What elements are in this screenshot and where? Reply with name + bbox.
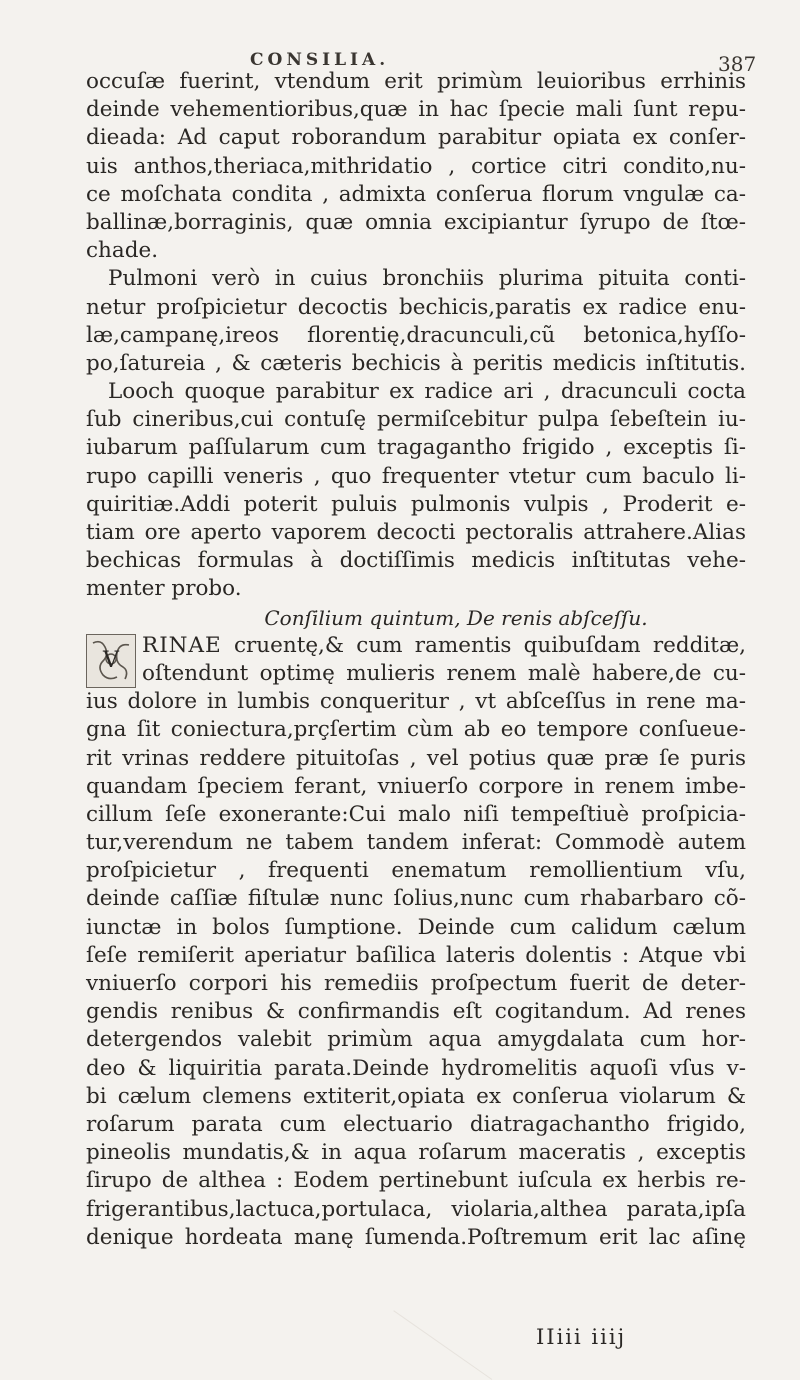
text-line: rit vrinas reddere pituitoſas , vel potius quæ præ ſe puris — [86, 745, 746, 771]
text-line: Pulmoni verò in cuius bronchiis plurima pituita conti- — [108, 266, 746, 292]
text-line: rupo capilli veneris , quo frequenter vtetur cum baculo li- — [86, 463, 746, 489]
text-line: ſub cineribus,cui contuſę permiſcebitur pulpa ſebeſtein iu- — [86, 407, 746, 433]
text-line: po,ſatureia , & cæteris bechicis à peritis medicis inſtitutis. — [86, 350, 746, 376]
text-line: iunctæ in bolos ſumptione. Deinde cum calidum cælum — [86, 914, 746, 940]
running-title: CONSILIA. — [250, 50, 390, 70]
text-line: tur,verendum ne tabem tandem inferat: Commodè autem — [86, 830, 746, 856]
text-line: frigerantibus,lactuca,portulaca, violaria,althea parata,ipſa — [86, 1196, 746, 1222]
text-line: læ,campanę,ireos florentię,dracunculi,cũ betonica,hyſſo- — [86, 322, 746, 348]
text-line: gendis renibus & confirmandis eſt cogitandum. Ad renes — [86, 999, 746, 1025]
text-line: ſirupo de althea : Eodem pertinebunt iuſcula ex herbis re- — [86, 1168, 746, 1194]
page-header — [0, 28, 800, 76]
text-line: cillum ſeſe exonerante:Cui malo niſi tempeſtiuè proſpicia- — [86, 801, 746, 827]
section-body — [86, 632, 746, 1252]
text-line: netur proſpicietur decoctis bechicis,paratis ex radice enu- — [86, 294, 746, 320]
drop-cap-letter: V — [103, 647, 119, 673]
text-line: bi cælum clemens extiterit,opiata ex conſerua violarum & — [86, 1083, 746, 1109]
printer-signature: IIiii iiij — [536, 1325, 627, 1349]
text-line: deo & liquiritia parata.Deinde hydromelitis aquoſi vſus v- — [86, 1055, 746, 1081]
page-number: 387 — [718, 52, 757, 76]
body-text — [86, 68, 746, 1252]
text-line: quandam ſpeciem ferant, vniuerſo corpore in renem imbe- — [86, 773, 746, 799]
text-line: detergendos valebit primùm aqua amygdalata cum hor- — [86, 1027, 746, 1053]
text-line: ſeſe remiſerit aperiatur baſilica lateris dolentis : Atque vbi — [86, 942, 746, 968]
text-line: denique hordeata manę ſumenda.Poſtremum erit lac aſinę — [86, 1224, 746, 1250]
paper-crease — [393, 1261, 526, 1380]
text-line: menter probo. — [86, 576, 242, 602]
text-line: gna ſit coniectura,prçſertim cùm ab eo tempore conſueue- — [86, 717, 746, 743]
decorated-initial-icon — [86, 634, 136, 688]
section-heading: Conſilium quintum, De renis abſceſſu. — [264, 605, 648, 630]
text-line: tiam ore aperto vaporem decocti pectoralis attrahere.Alias — [86, 520, 746, 545]
text-line: bechicas formulas à doctiſſimis medicis inſtitutas vehe- — [86, 548, 746, 574]
section-first-word: RINAE — [142, 632, 222, 658]
text-line: deinde caſſiæ fiſtulæ nunc ſolius,nunc cum rhabarbaro cõ- — [86, 886, 746, 912]
text-line — [86, 632, 746, 660]
text-line: vniuerſo corpori his remediis proſpectum fuerit de deter- — [86, 971, 746, 996]
text-line: ballinæ,borraginis, quæ omnia excipiantur ſyrupo de ſtœ- — [86, 209, 746, 235]
text-line: proſpicietur , frequenti enematum remollientium vſu, — [86, 858, 746, 884]
text-line: oſtendunt optimę mulieris renem malè habere,de cu- — [142, 660, 746, 686]
text-line: roſarum parata cum electuario diatragachantho frigido, — [86, 1111, 746, 1137]
text-line: iubarum paſſularum cum tragagantho frigido , exceptis ſi- — [86, 435, 746, 461]
text-line-rest: cruentę,& cum ramentis quibuſdam redditæ, — [221, 632, 746, 658]
text-line: dieada: Ad caput roborandum parabitur opiata ex conſer- — [86, 125, 746, 151]
text-line: ius dolore in lumbis conqueritur , vt abſceſſus in rene ma- — [86, 689, 746, 715]
text-line: occuſæ fuerint, vtendum erit primùm leuioribus errhinis — [86, 69, 746, 94]
text-line: ce moſchata condita , admixta conſerua florum vngulæ ca- — [86, 181, 746, 207]
text-line: chade. — [86, 238, 159, 264]
ornament-icon — [89, 637, 133, 685]
text-line: pineolis mundatis,& in aqua roſarum maceratis , exceptis — [86, 1140, 746, 1166]
text-line: quiritiæ.Addi poterit puluis pulmonis vulpis , Proderit e- — [86, 491, 746, 517]
signature-row — [86, 1325, 746, 1355]
text-line: deinde vehementioribus,quæ in hac ſpecie mali ſunt repu- — [86, 97, 746, 123]
text-line: uis anthos,theriaca,mithridatio , cortice citri condito,nu- — [86, 153, 746, 179]
text-line: Looch quoque parabitur ex radice ari , dracunculi cocta — [108, 379, 746, 405]
